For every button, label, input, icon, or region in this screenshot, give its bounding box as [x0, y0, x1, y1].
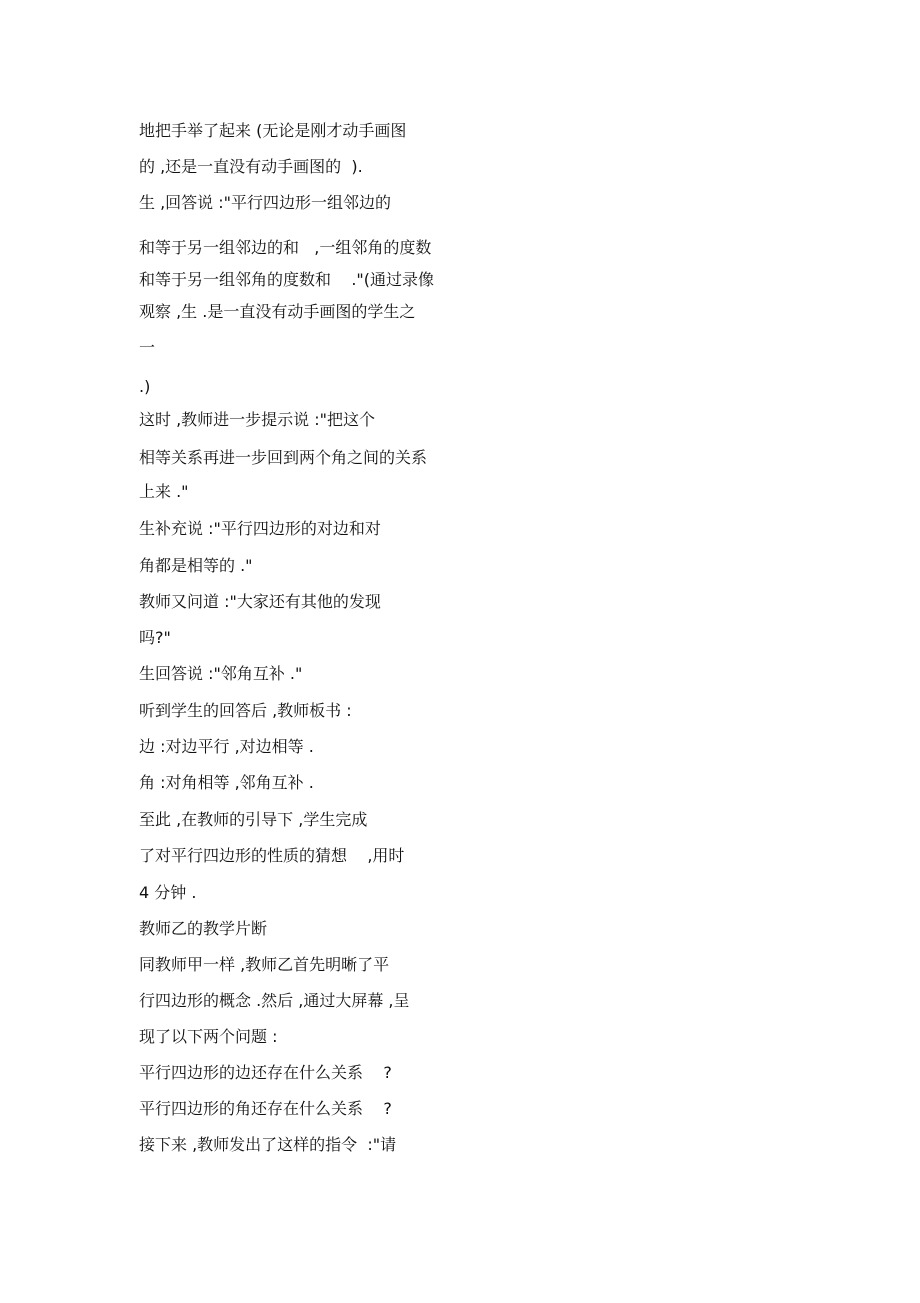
- text-line: 同教师甲一样 ,教师乙首先明晰了平: [139, 955, 390, 974]
- text-line: 角 :对角相等 ,邻角互补 .: [139, 773, 314, 792]
- text-line: 听到学生的回答后 ,教师板书 :: [139, 701, 352, 720]
- text-line: 教师又问道 :"大家还有其他的发现: [139, 592, 381, 611]
- text-line: 生补充说 :"平行四边形的对边和对: [139, 519, 381, 538]
- text-line: 相等关系再进一步回到两个角之间的关系: [139, 448, 428, 467]
- text-line: .): [139, 377, 151, 396]
- text-line: 4 分钟 .: [139, 883, 197, 902]
- text-line: 至此 ,在教师的引导下 ,学生完成: [139, 810, 368, 829]
- text-line: 边 :对边平行 ,对边相等 .: [139, 737, 314, 756]
- text-line: 生 ,回答说 :"平行四边形一组邻边的: [139, 193, 392, 212]
- text-line: 角都是相等的 .": [139, 556, 253, 575]
- text-line: 现了以下两个问题 :: [139, 1027, 278, 1046]
- text-line: 地把手举了起来 (无论是刚才动手画图: [139, 121, 407, 140]
- text-line: 接下来 ,教师发出了这样的指令 :"请: [139, 1135, 397, 1154]
- text-line: 平行四边形的边还存在什么关系 ?: [139, 1063, 392, 1082]
- text-line: 和等于另一组邻边的和 ,一组邻角的度数: [139, 238, 432, 257]
- text-line: 生回答说 :"邻角互补 .": [139, 664, 303, 683]
- text-line: 的 ,还是一直没有动手画图的 ).: [139, 157, 363, 176]
- text-line: 平行四边形的角还存在什么关系 ?: [139, 1099, 392, 1118]
- text-line: 教师乙的教学片断: [139, 919, 268, 938]
- text-line: 一: [139, 338, 156, 357]
- text-line: 观察 ,生 .是一直没有动手画图的学生之: [139, 302, 416, 321]
- text-line: 上来 .": [139, 482, 189, 501]
- text-line: 和等于另一组邻角的度数和 ."(通过录像: [139, 270, 435, 289]
- text-line: 了对平行四边形的性质的猜想 ,用时: [139, 846, 405, 865]
- text-line: 吗?": [139, 628, 171, 647]
- text-line: 这时 ,教师进一步提示说 :"把这个: [139, 410, 376, 429]
- text-line: 行四边形的概念 .然后 ,通过大屏幕 ,呈: [139, 991, 410, 1010]
